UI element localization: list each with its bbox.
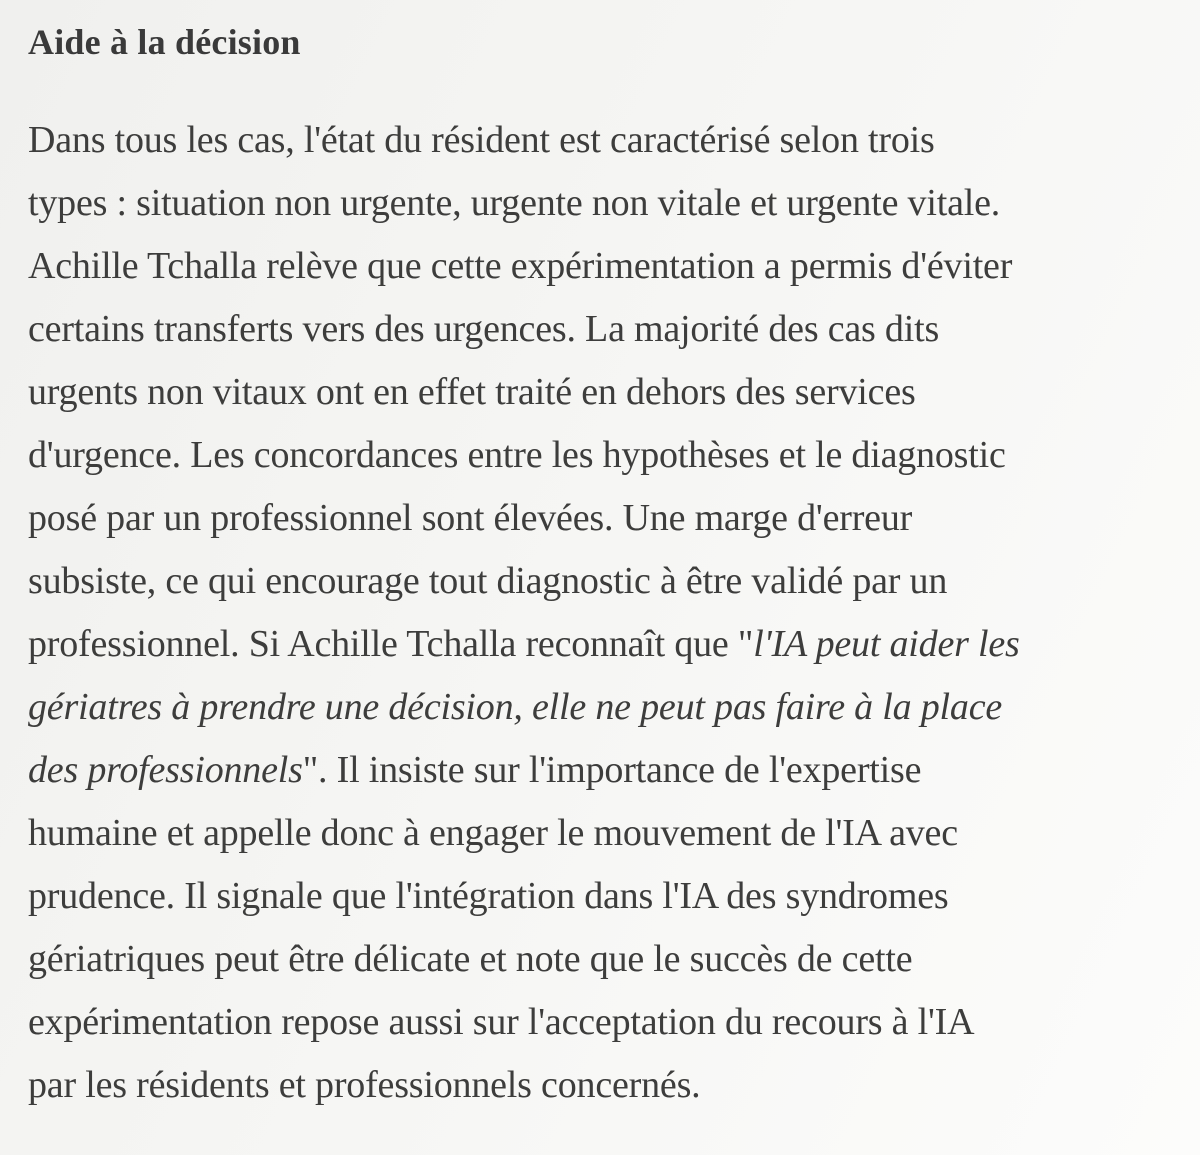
paragraph-line <box>28 676 1170 739</box>
paragraph-text: types : situation non urgente, urgente non vitale et urgente vitale. <box>28 182 1001 224</box>
paragraph-text: urgents non vitaux ont en effet traité en dehors des services <box>28 371 916 413</box>
paragraph-line <box>28 928 1170 991</box>
paragraph-text: ". Il insiste sur l'importance de l'expertise <box>302 749 922 791</box>
paragraph-text: Achille Tchalla relève que cette expérimentation a permis d'éviter <box>28 245 1013 287</box>
paragraph-line <box>28 802 1170 865</box>
paragraph-text: d'urgence. Les concordances entre les hypothèses et le diagnostic <box>28 434 1006 476</box>
paragraph-text: subsiste, ce qui encourage tout diagnostic à être validé par un <box>28 560 948 602</box>
paragraph-line <box>28 109 1170 172</box>
paragraph-text: Dans tous les cas, l'état du résident est caractérisé selon trois <box>28 119 935 161</box>
paragraph-text: certains transferts vers des urgences. La majorité des cas dits <box>28 308 940 350</box>
paragraph-line <box>28 865 1170 928</box>
paragraph-text: professionnel. Si Achille Tchalla reconnaît que " <box>28 623 754 665</box>
paragraph-line <box>28 424 1170 487</box>
paragraph-text: posé par un professionnel sont élevées. Une marge d'erreur <box>28 497 913 539</box>
paragraph-line <box>28 361 1170 424</box>
paragraph-line <box>28 613 1170 676</box>
quote-italic-text: des professionnels <box>28 749 303 791</box>
paragraph-line <box>28 172 1170 235</box>
paragraph-line <box>28 739 1170 802</box>
paragraph-line <box>28 1054 1170 1117</box>
paragraph-line <box>28 487 1170 550</box>
paragraph-text: prudence. Il signale que l'intégration dans l'IA des syndromes <box>28 875 949 917</box>
paragraph-text: gériatriques peut être délicate et note que le succès de cette <box>28 938 913 980</box>
paragraph-line <box>28 550 1170 613</box>
paragraph-text: par les résidents et professionnels concernés. <box>28 1064 701 1106</box>
paragraph-line <box>28 298 1170 361</box>
article-paragraph <box>28 109 1170 1117</box>
paragraph-text: humaine et appelle donc à engager le mouvement de l'IA avec <box>28 812 958 854</box>
quote-italic-text: l'IA peut aider les <box>753 623 1020 665</box>
section-heading: Aide à la décision <box>28 22 301 62</box>
paragraph-line <box>28 991 1170 1054</box>
paragraph-line <box>28 235 1170 298</box>
quote-italic-text: gériatres à prendre une décision, elle ne peut pas faire à la place <box>28 686 1003 728</box>
paragraph-text: expérimentation repose aussi sur l'acceptation du recours à l'IA <box>28 1001 975 1043</box>
